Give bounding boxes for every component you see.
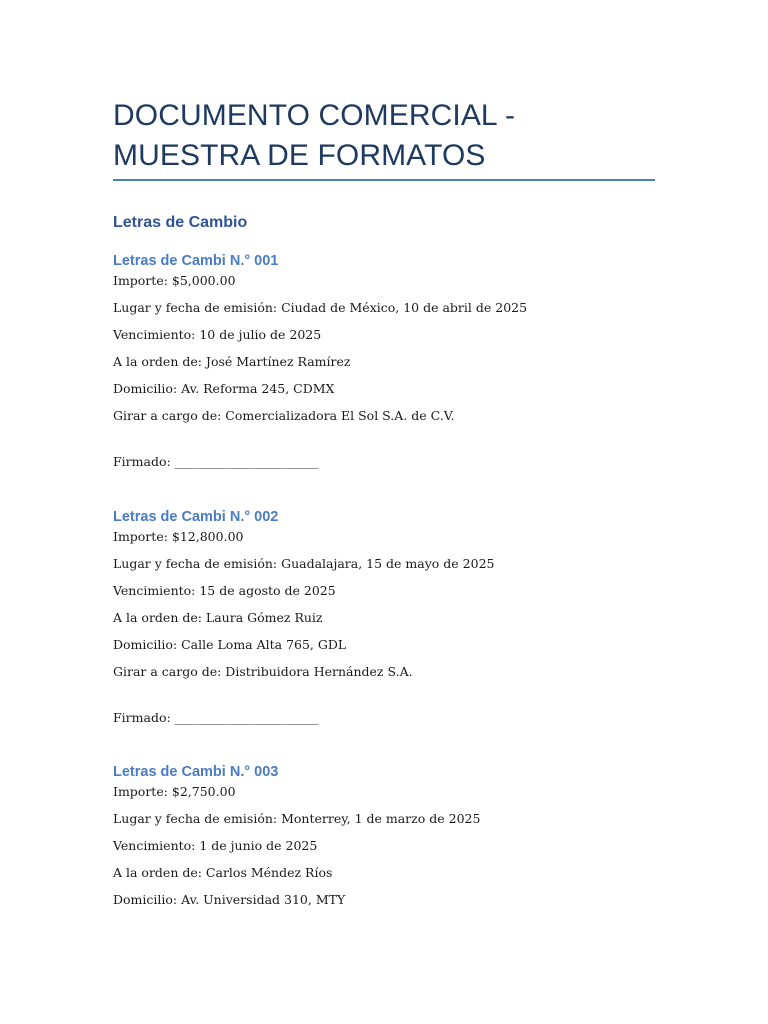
letter-entry-001 [113, 250, 655, 470]
letter-vencimiento: Vencimiento: 1 de junio de 2025 [113, 838, 318, 853]
letter-domicilio: Domicilio: Av. Universidad 310, MTY [113, 892, 346, 907]
letter-heading: Letras de Cambi N.° 002 [113, 509, 279, 525]
letter-importe: Importe: $5,000.00 [113, 273, 236, 288]
letter-heading: Letras de Cambi N.° 003 [113, 764, 279, 780]
letter-lugar-fecha: Lugar y fecha de emisión: Ciudad de México, 10 de abril de 2025 [113, 300, 528, 315]
letter-domicilio: Domicilio: Av. Reforma 245, CDMX [113, 381, 335, 396]
letter-orden: A la orden de: Laura Gómez Ruiz [113, 610, 323, 625]
letter-firmado: Firmado: _______________________ [113, 710, 319, 725]
letter-domicilio: Domicilio: Calle Loma Alta 765, GDL [113, 637, 347, 652]
letter-orden: A la orden de: José Martínez Ramírez [113, 354, 351, 369]
letter-vencimiento: Vencimiento: 10 de julio de 2025 [113, 327, 322, 342]
letter-girar: Girar a cargo de: Comercializadora El Sol S.A. de C.V. [113, 408, 455, 423]
letter-heading: Letras de Cambi N.° 001 [113, 253, 279, 269]
section-heading: Letras de Cambio [113, 214, 248, 231]
letter-orden: A la orden de: Carlos Méndez Ríos [113, 865, 333, 880]
letter-importe: Importe: $2,750.00 [113, 784, 236, 799]
title-divider [113, 179, 655, 181]
letter-girar: Girar a cargo de: Distribuidora Hernández S.A. [113, 664, 413, 679]
letter-vencimiento: Vencimiento: 15 de agosto de 2025 [113, 583, 336, 598]
letter-importe: Importe: $12,800.00 [113, 529, 244, 544]
letter-entry-003 [113, 761, 655, 908]
letter-lugar-fecha: Lugar y fecha de emisión: Guadalajara, 15 de mayo de 2025 [113, 556, 495, 571]
letter-lugar-fecha: Lugar y fecha de emisión: Monterrey, 1 de marzo de 2025 [113, 811, 481, 826]
document-title: DOCUMENTO COMERCIAL - MUESTRA DE FORMATOS [113, 99, 516, 172]
letter-entry-002 [113, 506, 655, 726]
letter-firmado: Firmado: _______________________ [113, 454, 319, 469]
